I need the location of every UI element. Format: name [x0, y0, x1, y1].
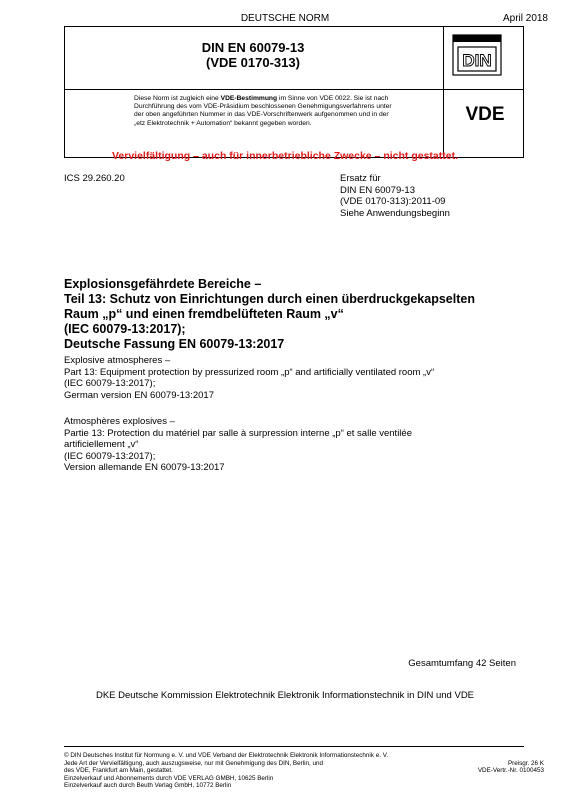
title-en-line-3: (IEC 60079-13:2017);	[64, 378, 156, 389]
notice-line-4: „etz Elektrotechnik + Automation“ bekannt gegeben worden.	[134, 119, 312, 127]
title-de-line-4: (IEC 60079-13:2017);	[64, 322, 186, 336]
replaces-line-1: Ersatz für	[340, 173, 381, 184]
notice-line-2: Durchführung des vom VDE-Präsidium beschlossenen Genehmigungsverfahrens unter	[134, 103, 392, 111]
title-fr-line-5: Version allemande EN 60079-13:2017	[64, 462, 225, 473]
footer-line-2: Jede Art der Vervielfältigung, auch auszugsweise, nur mit Genehmigung des DIN, Berlin, und	[64, 759, 324, 767]
footer-line-1: © DIN Deutsches Institut für Normung e. V. und VDE Verband der Elektrotechnik Elektronik Informationstechnik e. V.	[64, 752, 389, 759]
ics-code: ICS 29.260.20	[64, 173, 125, 184]
title-german	[64, 277, 544, 352]
title-de-line-2: Teil 13: Schutz von Einrichtungen durch einen überdruckgekapselten	[64, 292, 475, 306]
din-logo	[452, 34, 502, 76]
vde-notice	[134, 95, 438, 128]
footer-divider	[64, 746, 524, 747]
title-en-line-2: Part 13: Equipment protection by pressurized room „p“ and artificially ventilated room „v“	[64, 366, 435, 378]
din-logo-text: DIN	[462, 51, 492, 70]
footer-copyright	[64, 752, 434, 790]
replaces-line-2: DIN EN 60079-13	[340, 184, 415, 196]
replaces-block	[340, 173, 450, 219]
replaces-line-4: Siehe Anwendungsbeginn	[340, 207, 450, 219]
footer-price-info	[478, 752, 544, 775]
replaces-line-3: (VDE 0170-313):2011-09	[340, 196, 446, 207]
standard-number	[64, 40, 442, 70]
title-fr-line-1: Atmosphères explosives –	[64, 416, 175, 427]
vde-logo-text: VDE	[465, 104, 505, 123]
title-fr-line-4: (IEC 60079-13:2017);	[64, 450, 156, 462]
title-fr-line-3: artificiellement „v“	[64, 439, 139, 450]
standard-din-number: DIN EN 60079-13	[201, 40, 305, 55]
header-date: April 2018	[502, 13, 548, 24]
title-de-line-5: Deutsche Fassung EN 60079-13:2017	[64, 337, 285, 351]
total-pages: Gesamtumfang 42 Seiten	[408, 658, 516, 669]
box-divider-horizontal	[65, 89, 443, 90]
title-en-line-4: German version EN 60079-13:2017	[64, 389, 214, 401]
vde-logo	[456, 103, 514, 123]
title-english	[64, 355, 544, 401]
footer-line-4: Einzelverkauf und Abonnements durch VDE VERLAG GMBH, 10625 Berlin	[64, 774, 274, 782]
title-fr-line-2: Partie 13: Protection du matériel par salle à surpression interne „p“ et salle ventilée	[64, 427, 412, 439]
title-en-line-1: Explosive atmospheres –	[64, 355, 171, 366]
title-french	[64, 416, 544, 474]
reproduction-notice: Vervielfältigung – auch für innerbetriebliche Zwecke – nicht gestattet.	[111, 150, 458, 162]
dke-line: DKE Deutsche Kommission Elektrotechnik Elektronik Informationstechnik in DIN und VDE	[95, 690, 475, 701]
price-group: Preisgr. 26 K	[507, 759, 544, 767]
standard-vde-number: (VDE 0170-313)	[206, 55, 300, 70]
title-de-line-3: Raum „p“ und einen fremdbelüfteten Raum „v“	[64, 307, 344, 321]
footer-line-5: Einzelverkauf auch durch Beuth Verlag GmbH, 10772 Berlin	[64, 782, 232, 790]
title-de-line-1: Explosionsgefährdete Bereiche –	[64, 277, 262, 291]
footer-line-3: des VDE, Frankfurt am Main, gestattet.	[64, 767, 173, 775]
header-document-type: DEUTSCHE NORM	[240, 13, 330, 24]
notice-line-3: der oben angeführten Nummer in das VDE-Vorschriftenwerk aufgenommen und in der	[134, 111, 389, 119]
box-divider-vertical	[443, 27, 444, 157]
box-divider-horizontal-logo	[443, 89, 523, 90]
notice-line-1: Diese Norm ist zugleich eine VDE-Bestimmung im Sinne von VDE 0022. Sie ist nach	[134, 95, 389, 102]
order-number: VDE-Vertr.-Nr. 0100453	[477, 767, 544, 775]
